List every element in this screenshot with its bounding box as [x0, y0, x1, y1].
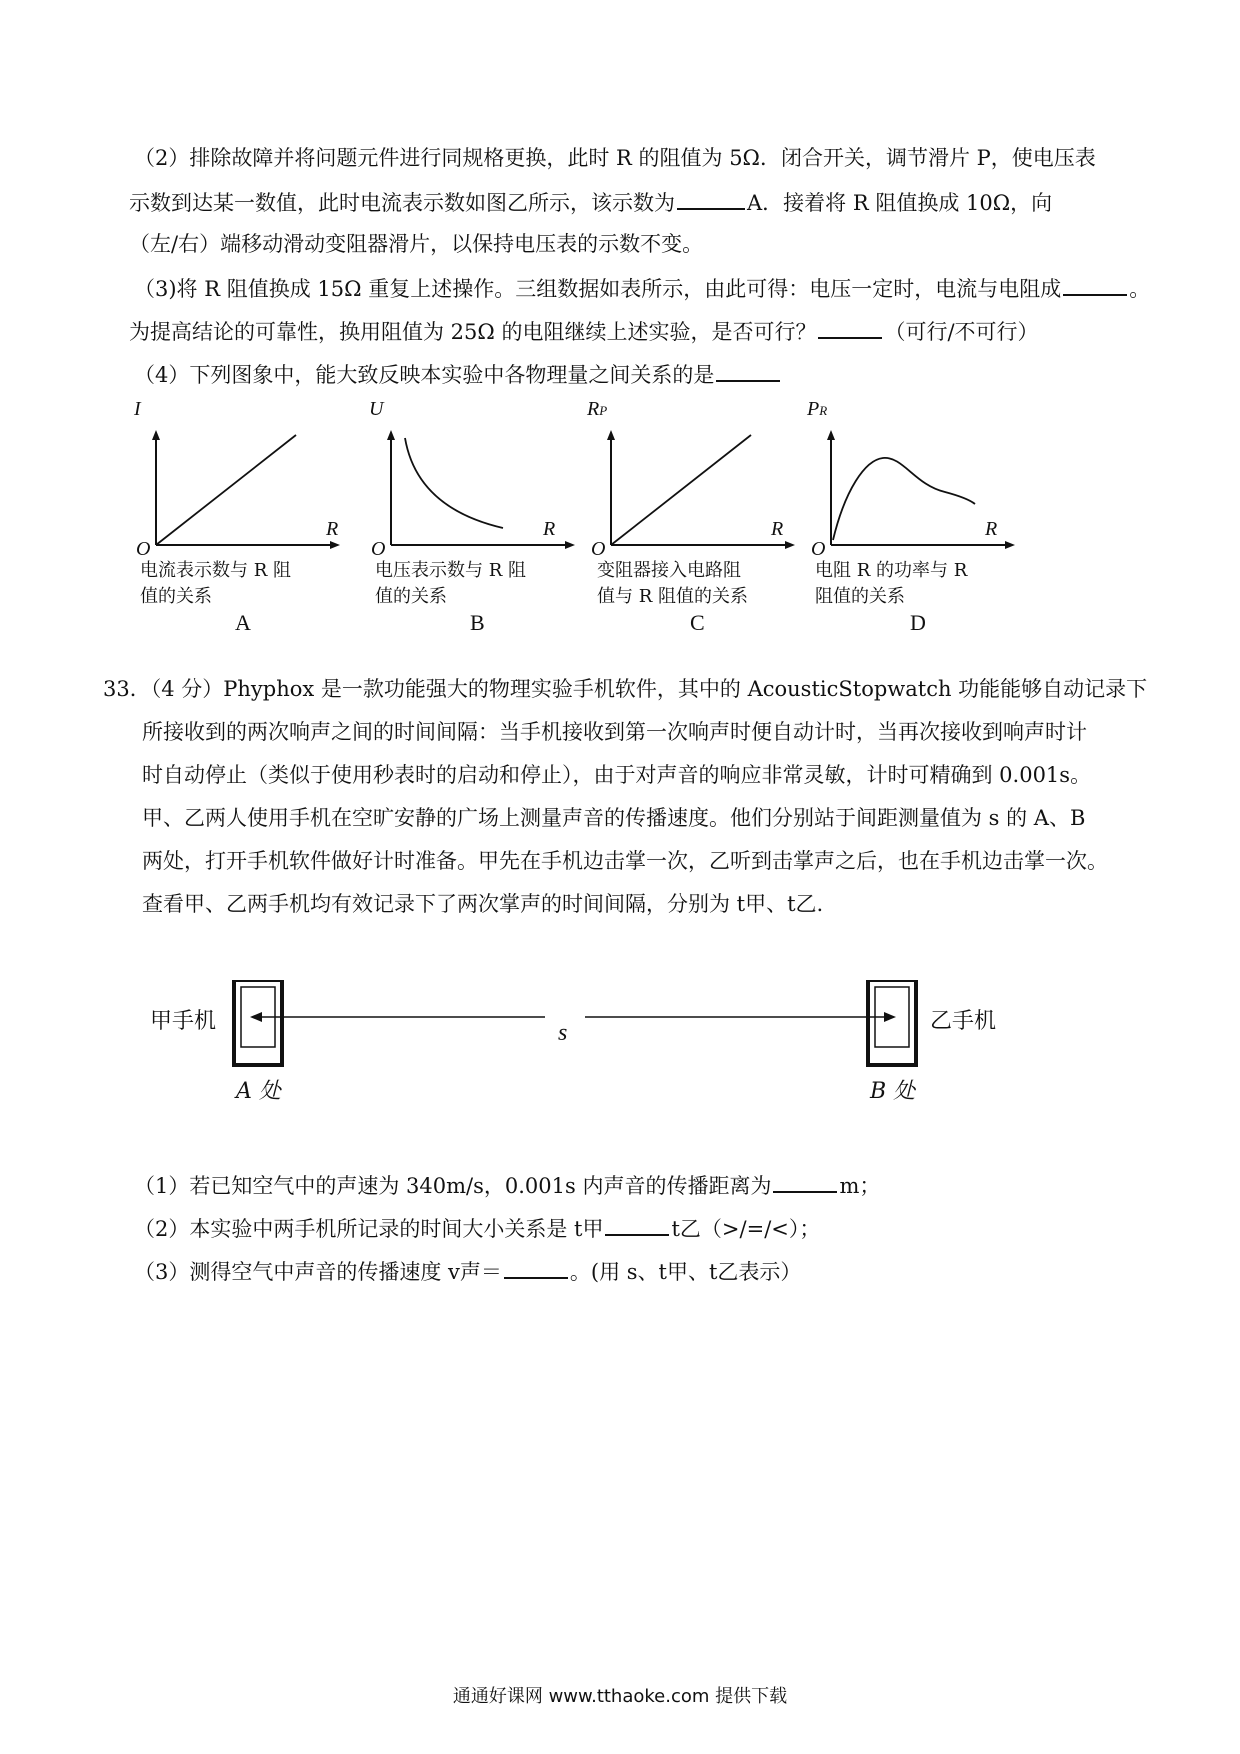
q33-sub2 — [134, 1212, 820, 1244]
graph-a-y-label: I — [134, 398, 141, 420]
q33-sub3 — [134, 1255, 801, 1287]
q33-line3: 时自动停止（类似于使用秒表时的启动和停止），由于对声音的响应非常灵敏，计时可精确到 0.001s。 — [142, 763, 1092, 787]
graph-a-axes — [140, 430, 350, 550]
answer-blank-current[interactable] — [677, 186, 745, 210]
q32-part2-line2-text-b: A．接着将 R 阻值换成 10Ω，向 — [747, 191, 1053, 215]
q33-line2: 所接收到的两次响声之间的时间间隔：当手机接收到第一次响声时便自动计时，当再次接收到响声时计 — [142, 720, 1087, 744]
graph-c-caption-line2: 值与 R 阻值的关系 — [597, 586, 748, 607]
graph-c-x-label: R — [771, 518, 784, 540]
answer-blank-relation[interactable] — [1063, 272, 1127, 296]
graph-d-caption-line2: 阻值的关系 — [815, 586, 905, 607]
q32-part2-line2-text-a: 示数到达某一数值，此时电流表示数如图乙所示，该示数为 — [129, 191, 675, 215]
q32-part3-line1 — [134, 272, 1150, 304]
answer-blank-distance[interactable] — [773, 1169, 837, 1193]
graph-c — [587, 398, 805, 670]
graph-b — [369, 398, 585, 670]
graph-d-caption-line1: 电阻 R 的功率与 R — [815, 560, 968, 581]
answer-blank-speed[interactable] — [504, 1255, 568, 1279]
q33-line1: 33．（4 分）Phyphox 是一款功能强大的物理实验手机软件，其中的 AcousticStopwatch 功能能够自动记录下 — [103, 677, 1148, 701]
q33-sub1-text-b: m； — [839, 1174, 881, 1198]
graph-b-caption-line1: 电压表示数与 R 阻 — [375, 560, 526, 581]
answer-blank-graph[interactable] — [716, 358, 780, 382]
graph-d-curve — [833, 458, 975, 540]
q32-part4-line — [134, 358, 782, 390]
q32-part3-line1-text-a: （3)将 R 阻值换成 15Ω 重复上述操作。三组数据如表所示，由此可得：电压一定时，电流与电阻成 — [134, 277, 1062, 301]
answer-blank-feasible[interactable] — [818, 315, 882, 339]
location-b-label: B 处 — [870, 1079, 916, 1104]
graph-a-origin: O — [136, 538, 151, 560]
q33-sub2-text-b: t乙（>/=/<）； — [671, 1217, 821, 1241]
q33-line5: 两处，打开手机软件做好计时准备。甲先在手机边击掌一次，乙听到击掌声之后，也在手机边击掌一次。 — [142, 849, 1108, 873]
graph-b-curve — [405, 438, 503, 528]
graph-a-caption-line1: 电流表示数与 R 阻 — [140, 560, 291, 581]
phone-a-label: 甲手机 — [150, 1009, 217, 1034]
q32-part2-line3: （左/右）端移动滑动变阻器滑片，以保持电压表的示数不变。 — [129, 232, 704, 256]
graph-d-y-subscript: R — [819, 403, 828, 418]
q33-line6: 查看甲、乙两手机均有效记录下了两次掌声的时间间隔，分别为 t甲、t乙. — [142, 892, 824, 916]
page-footer: 通通好课网 www.tthaoke.com 提供下载 — [452, 1686, 788, 1707]
q33-sub2-text-a: （2）本实验中两手机所记录的时间大小关系是 t甲 — [134, 1217, 604, 1241]
graph-b-origin: O — [371, 538, 386, 560]
graph-a — [134, 398, 350, 670]
phone-diagram — [140, 980, 1020, 1110]
q33-sub1-text-a: （1）若已知空气中的声速为 340m/s，0.001s 内声音的传播距离为 — [134, 1174, 772, 1198]
graph-b-caption-line2: 值的关系 — [375, 586, 447, 607]
graph-a-x-label: R — [326, 518, 339, 540]
graph-c-letter: C — [690, 610, 705, 635]
graph-a-curve — [156, 435, 296, 545]
graph-d-x-label: R — [985, 518, 998, 540]
graph-a-caption-line2: 值的关系 — [140, 586, 212, 607]
q32-part2-line1: （2）排除故障并将问题元件进行同规格更换，此时 R 的阻值为 5Ω．闭合开关，调节滑片 P，使电压表 — [134, 146, 1096, 170]
graph-b-letter: B — [470, 610, 485, 635]
q32-part3-line1-text-b: 。 — [1129, 277, 1151, 301]
q33-sub3-text-b: 。(用 s、t甲、t乙表示） — [569, 1260, 802, 1284]
graph-d-letter: D — [910, 610, 926, 635]
q33-sub1 — [134, 1169, 880, 1201]
graph-c-y-subscript: P — [599, 403, 608, 418]
graph-c-caption-line1: 变阻器接入电路阻 — [597, 560, 741, 581]
q32-part3-line2 — [129, 315, 1039, 347]
q32-part4-text: （4）下列图象中，能大致反映本实验中各物理量之间关系的是 — [134, 363, 715, 387]
answer-blank-compare[interactable] — [605, 1212, 669, 1236]
graph-c-origin: O — [591, 538, 606, 560]
graph-b-x-label: R — [543, 518, 556, 540]
q32-part3-line2-text-b: （可行/不可行） — [884, 320, 1039, 344]
graph-d-origin: O — [811, 538, 826, 560]
graph-d — [807, 398, 1025, 670]
phone-b-label: 乙手机 — [930, 1009, 997, 1034]
q33-line4: 甲、乙两人使用手机在空旷安静的广场上测量声音的传播速度。他们分别站于间距测量值为 s 的 A、B — [142, 806, 1086, 830]
q32-part2-line2 — [129, 186, 1052, 218]
location-a-label: A 处 — [236, 1079, 281, 1104]
q33-sub3-text-a: （3）测得空气中声音的传播速度 v声＝ — [134, 1260, 502, 1284]
graph-a-letter: A — [235, 610, 251, 635]
graph-c-y-label: RP — [587, 398, 608, 420]
distance-label: s — [558, 1020, 568, 1046]
phone-b-icon — [868, 980, 916, 1065]
graph-d-y-label: PR — [807, 398, 828, 420]
q32-part3-line2-text-a: 为提高结论的可靠性，换用阻值为 25Ω 的电阻继续上述实验，是否可行？ — [129, 320, 817, 344]
phone-a-icon — [234, 980, 282, 1065]
graph-c-curve — [611, 435, 751, 545]
graph-b-y-label: U — [369, 398, 384, 420]
